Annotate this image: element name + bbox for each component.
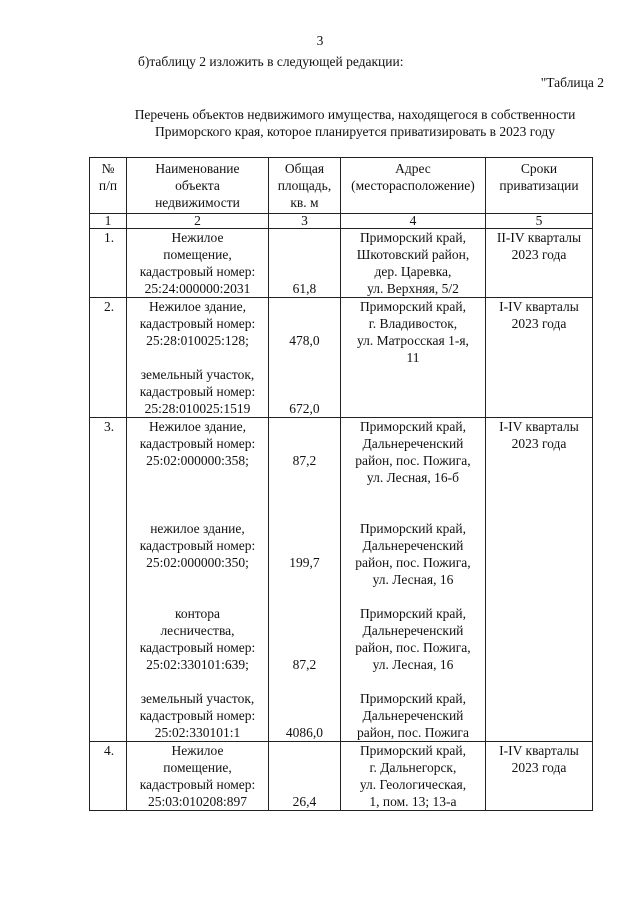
privatization-period-cell: [485, 742, 592, 811]
period-line: 2023 года: [511, 760, 567, 775]
object-area-value: 199,7: [289, 555, 320, 570]
object-name-line: 25:02:000000:358;: [146, 453, 249, 468]
period-line: II-IV кварталы: [496, 230, 582, 245]
period-line: I-IV кварталы: [499, 299, 579, 314]
area-spacer: [272, 503, 337, 520]
row-number: 2.: [90, 298, 127, 418]
table-row: [90, 742, 593, 811]
object-address-line: ул. Лесная, 16: [372, 657, 454, 672]
object-name-line: Нежилое здание,: [148, 419, 247, 434]
object-address-line: Приморский край,: [359, 743, 466, 758]
row-number: 1.: [90, 229, 127, 298]
object-name-line: нежилое здание,: [150, 521, 245, 536]
heading-line-2: Приморского края, которое планируется приватизировать в 2023 году: [155, 124, 555, 139]
column-header-line: п/п: [98, 178, 118, 193]
table-column-numbers-row: [90, 214, 593, 229]
area-spacer: [272, 776, 337, 793]
area-spacer: [272, 486, 337, 503]
object-name-line: земельный участок,: [140, 691, 255, 706]
object-address-line: 11: [406, 350, 420, 365]
table-row: [90, 229, 593, 298]
object-address-line: г. Владивосток,: [368, 316, 458, 331]
area-spacer: [272, 690, 337, 707]
object-name-line: 25:03:010208:897: [147, 794, 247, 809]
object-area-value: 61,8: [292, 281, 317, 296]
area-spacer: [272, 229, 337, 246]
object-address-line: Шкотовский район,: [356, 247, 470, 262]
object-area-value: 26,4: [292, 794, 317, 809]
object-name-line: 25:28:010025:1519: [144, 401, 251, 416]
column-header-1: [90, 158, 127, 214]
area-spacer: [272, 639, 337, 656]
property-table: [89, 157, 593, 811]
object-name-line: 25:02:000000:350;: [146, 555, 249, 570]
intro-text: б)таблицу 2 изложить в следующей редакции:: [138, 54, 404, 69]
object-address-line: Дальнереченский: [362, 708, 464, 723]
column-header-line: кв. м: [290, 195, 319, 210]
object-name-line: лесничества,: [160, 623, 235, 638]
object-address-line: ул. Геологическая,: [359, 777, 467, 792]
object-address-cell: [340, 742, 485, 811]
column-number: 5: [485, 214, 592, 229]
period-line: 2023 года: [511, 436, 567, 451]
heading-line-1: Перечень объектов недвижимого имущества, находящегося в собственности: [134, 107, 576, 122]
object-name-line: [130, 673, 265, 690]
column-number: 4: [340, 214, 485, 229]
object-address-line: район, пос. Пожига,: [355, 453, 471, 468]
object-address-line: ул. Матросская 1-я,: [357, 333, 469, 348]
object-address-line: [344, 503, 482, 520]
object-address-line: Дальнереченский: [362, 436, 464, 451]
object-name-line: [130, 588, 265, 605]
object-name-line: [130, 469, 265, 486]
object-address-line: ул. Верхняя, 5/2: [367, 281, 459, 296]
object-name-cell: [127, 298, 269, 418]
object-address-line: [344, 588, 482, 605]
column-number: 2: [127, 214, 269, 229]
area-spacer: [272, 469, 337, 486]
object-area-value: 87,2: [292, 453, 317, 468]
object-address-line: Приморский край,: [359, 230, 466, 245]
object-name-line: [130, 503, 265, 520]
table-row: [90, 298, 593, 418]
period-line: I-IV кварталы: [499, 419, 579, 434]
object-area-cell: [268, 742, 340, 811]
column-header-2: [127, 158, 269, 214]
area-spacer: [272, 571, 337, 588]
object-area-value: 672,0: [289, 401, 320, 416]
object-area-value: 478,0: [289, 333, 320, 348]
area-spacer: [272, 246, 337, 263]
object-name-line: кадастровый номер:: [139, 538, 256, 553]
object-area-value: 87,2: [292, 657, 317, 672]
column-header-line: Сроки: [520, 161, 558, 176]
column-header-line: приватизации: [499, 178, 579, 193]
object-name-line: 25:28:010025:128;: [146, 333, 249, 348]
privatization-period-cell: [485, 229, 592, 298]
object-address-line: Приморский край,: [359, 521, 466, 536]
object-name-line: помещение,: [163, 247, 232, 262]
object-name-line: помещение,: [163, 760, 232, 775]
column-header-line: Общая: [284, 161, 325, 176]
object-address-line: 1, пом. 13; 13-а: [369, 794, 457, 809]
object-name-line: 25:02:330101:639;: [146, 657, 249, 672]
object-name-line: кадастровый номер:: [139, 384, 256, 399]
period-line: 2023 года: [511, 316, 567, 331]
area-spacer: [272, 418, 337, 435]
object-address-line: [344, 366, 482, 383]
object-name-cell: [127, 229, 269, 298]
area-spacer: [272, 435, 337, 452]
area-spacer: [272, 349, 337, 366]
object-address-line: район, пос. Пожига,: [355, 640, 471, 655]
object-address-line: [344, 383, 482, 400]
area-spacer: [272, 588, 337, 605]
table-header-row: [90, 158, 593, 214]
column-header-4: [340, 158, 485, 214]
column-header-line: (месторасположение): [351, 178, 475, 193]
object-name-line: Нежилое: [171, 743, 224, 758]
area-spacer: [272, 298, 337, 315]
period-line: I-IV кварталы: [499, 743, 579, 758]
column-number: 1: [90, 214, 127, 229]
area-spacer: [272, 366, 337, 383]
privatization-period-cell: [485, 298, 592, 418]
table-label: "Таблица 2: [540, 75, 604, 90]
object-name-line: кадастровый номер:: [139, 264, 256, 279]
column-header-line: объекта: [175, 178, 220, 193]
object-name-line: [130, 486, 265, 503]
object-name-line: кадастровый номер:: [139, 640, 256, 655]
object-address-line: Приморский край,: [359, 606, 466, 621]
area-spacer: [272, 263, 337, 280]
column-header-line: Адрес: [395, 161, 431, 176]
area-spacer: [272, 315, 337, 332]
row-number: 3.: [90, 418, 127, 742]
object-name-line: 25:24:000000:2031: [144, 281, 251, 296]
area-spacer: [272, 605, 337, 622]
object-name-line: Нежилое здание,: [148, 299, 247, 314]
object-name-line: кадастровый номер:: [139, 777, 256, 792]
column-header-line: №: [101, 161, 115, 176]
object-name-line: [130, 571, 265, 588]
area-spacer: [272, 622, 337, 639]
object-address-line: [344, 673, 482, 690]
column-header-3: [268, 158, 340, 214]
object-address-line: Приморский край,: [359, 299, 466, 314]
area-spacer: [272, 673, 337, 690]
page-number: 3: [316, 33, 324, 48]
object-address-line: [344, 400, 482, 417]
object-address-line: Дальнереченский: [362, 538, 464, 553]
object-name-line: кадастровый номер:: [139, 708, 256, 723]
object-name-line: кадастровый номер:: [139, 316, 256, 331]
row-number: 4.: [90, 742, 127, 811]
privatization-period-cell: [485, 418, 592, 742]
object-address-line: [344, 486, 482, 503]
column-number: 3: [268, 214, 340, 229]
object-name-line: Нежилое: [171, 230, 224, 245]
period-line: 2023 года: [511, 247, 567, 262]
document-heading: [60, 106, 640, 140]
column-header-line: недвижимости: [155, 195, 240, 210]
object-name-cell: [127, 742, 269, 811]
object-address-line: район, пос. Пожига,: [355, 555, 471, 570]
object-address-line: Дальнереченский: [362, 623, 464, 638]
object-name-line: [130, 349, 265, 366]
object-address-cell: [340, 298, 485, 418]
area-spacer: [272, 742, 337, 759]
table-row: [90, 418, 593, 742]
object-name-line: кадастровый номер:: [139, 436, 256, 451]
area-spacer: [272, 707, 337, 724]
object-address-line: Приморский край,: [359, 691, 466, 706]
area-spacer: [272, 383, 337, 400]
object-name-cell: [127, 418, 269, 742]
object-address-line: г. Дальнегорск,: [369, 760, 457, 775]
object-address-line: район, пос. Пожига: [356, 725, 469, 740]
object-name-line: 25:02:330101:1: [154, 725, 241, 740]
object-area-cell: [268, 229, 340, 298]
object-area-cell: [268, 418, 340, 742]
area-spacer: [272, 537, 337, 554]
area-spacer: [272, 520, 337, 537]
column-header-line: площадь,: [277, 178, 332, 193]
object-address-line: ул. Лесная, 16-б: [366, 470, 459, 485]
column-header-5: [485, 158, 592, 214]
object-name-line: контора: [174, 606, 221, 621]
object-name-line: земельный участок,: [140, 367, 255, 382]
object-address-line: дер. Царевка,: [374, 264, 452, 279]
object-address-cell: [340, 418, 485, 742]
object-address-line: Приморский край,: [359, 419, 466, 434]
object-area-cell: [268, 298, 340, 418]
column-header-line: Наименование: [155, 161, 240, 176]
area-spacer: [272, 759, 337, 776]
object-address-cell: [340, 229, 485, 298]
object-address-line: ул. Лесная, 16: [372, 572, 454, 587]
object-area-value: 4086,0: [285, 725, 324, 740]
